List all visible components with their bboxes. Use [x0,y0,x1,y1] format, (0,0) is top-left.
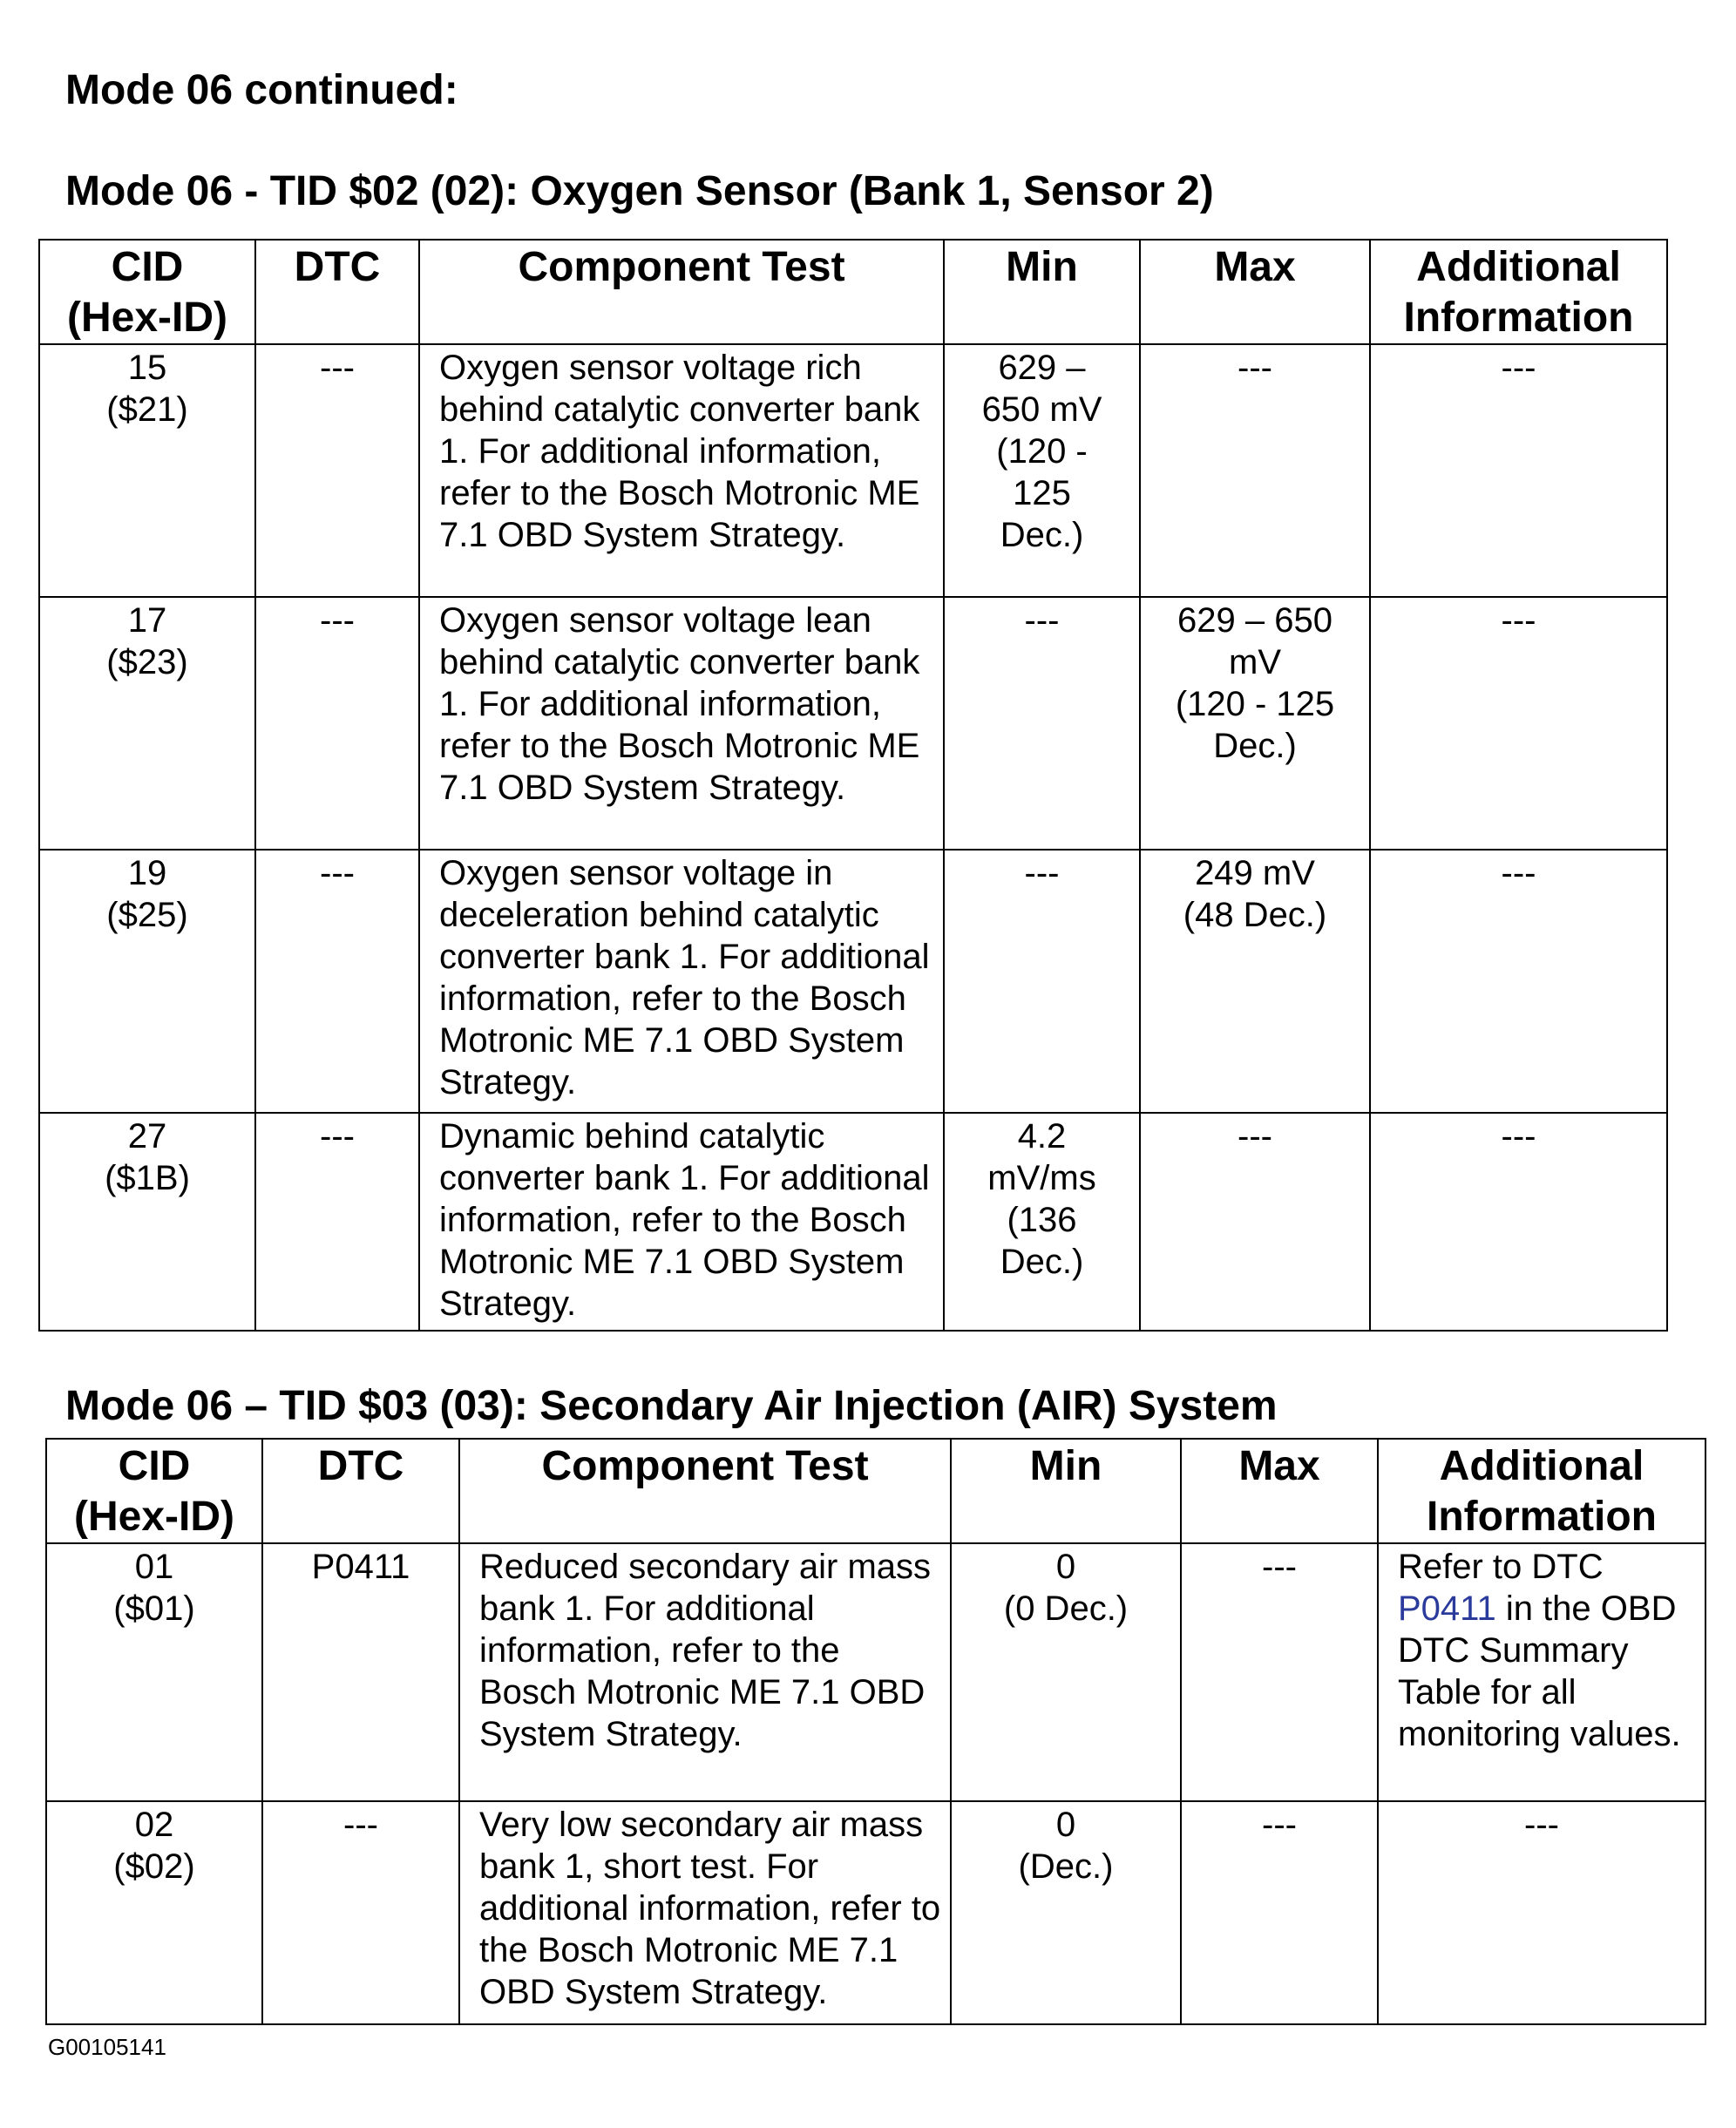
cell-min: --- [944,597,1140,850]
table-title-tid03: Mode 06 – TID $03 (03): Secondary Air Injection (AIR) System [65,1383,1278,1429]
cell-cid: 17 ($23) [39,597,255,850]
header-component-test: Component Test [419,240,944,344]
cell-min: 0 (Dec.) [951,1801,1181,2024]
cell-dtc: --- [255,344,419,597]
cell-dtc: --- [255,850,419,1113]
cell-component-test: Very low secondary air mass bank 1, short test. For additional information, refer to the Bosch Motronic ME 7.1 OBD System Strategy. [459,1801,951,2024]
cell-cid: 27 ($1B) [39,1113,255,1331]
header-additional-info: Additional Information [1370,240,1667,344]
table-row [46,1543,1705,1801]
table-header-row [39,240,1667,344]
dtc-p0411-link[interactable]: P0411 [1398,1589,1496,1628]
header-component-test: Component Test [459,1439,951,1543]
header-cid: CID (Hex-ID) [39,240,255,344]
table-row [39,1113,1667,1331]
table-row [46,1801,1705,2024]
cell-additional-info: --- [1370,597,1667,850]
info-text-post: in the OBD DTC Summary Table for all monitoring values. [1398,1589,1681,1753]
cell-dtc: P0411 [262,1543,459,1801]
cell-dtc: --- [255,597,419,850]
header-min: Min [951,1439,1181,1543]
cell-dtc: --- [262,1801,459,2024]
cell-additional-info: --- [1378,1801,1705,2024]
table-row [39,850,1667,1113]
info-text-pre: Refer to DTC [1398,1548,1604,1586]
cell-min: --- [944,850,1140,1113]
page-heading: Mode 06 continued: [65,67,458,113]
table-title-tid02: Mode 06 - TID $02 (02): Oxygen Sensor (Bank 1, Sensor 2) [65,168,1214,214]
cell-min: 629 – 650 mV (120 - 125 Dec.) [944,344,1140,597]
cell-component-test: Dynamic behind catalytic converter bank 1. For additional information, refer to the Bosch Motronic ME 7.1 OBD System Strategy. [419,1113,944,1331]
cell-max: --- [1181,1801,1378,2024]
header-max: Max [1140,240,1370,344]
header-min: Min [944,240,1140,344]
cell-component-test: Reduced secondary air mass bank 1. For additional information, refer to the Bosch Motronic ME 7.1 OBD System Strategy. [459,1543,951,1801]
header-cid: CID (Hex-ID) [46,1439,262,1543]
cell-max: --- [1140,344,1370,597]
cell-component-test: Oxygen sensor voltage in deceleration behind catalytic converter bank 1. For additional information, refer to the Bosch Motronic ME 7.1 OBD System Strategy. [419,850,944,1113]
cell-cid: 01 ($01) [46,1543,262,1801]
table-header-row [46,1439,1705,1543]
cell-cid: 02 ($02) [46,1801,262,2024]
cell-min: 4.2 mV/ms (136 Dec.) [944,1113,1140,1331]
cell-additional-info [1378,1543,1705,1801]
cell-max: 629 – 650 mV (120 - 125 Dec.) [1140,597,1370,850]
header-dtc: DTC [262,1439,459,1543]
cell-cid: 15 ($21) [39,344,255,597]
cell-max: --- [1181,1543,1378,1801]
cell-additional-info: --- [1370,344,1667,597]
header-additional-info: Additional Information [1378,1439,1705,1543]
table-row [39,344,1667,597]
cell-max: 249 mV (48 Dec.) [1140,850,1370,1113]
figure-code: G00105141 [48,2034,166,2060]
cell-min: 0 (0 Dec.) [951,1543,1181,1801]
cell-component-test: Oxygen sensor voltage rich behind catalytic converter bank 1. For additional information, refer to the Bosch Motronic ME 7.1 OBD System Strategy. [419,344,944,597]
header-dtc: DTC [255,240,419,344]
cell-cid: 19 ($25) [39,850,255,1113]
cell-additional-info: --- [1370,850,1667,1113]
cell-dtc: --- [255,1113,419,1331]
cell-additional-info: --- [1370,1113,1667,1331]
tid03-table [45,1438,1706,2025]
cell-max: --- [1140,1113,1370,1331]
tid02-table [38,239,1668,1332]
header-max: Max [1181,1439,1378,1543]
table-row [39,597,1667,850]
cell-component-test: Oxygen sensor voltage lean behind catalytic converter bank 1. For additional information, refer to the Bosch Motronic ME 7.1 OBD System Strategy. [419,597,944,850]
